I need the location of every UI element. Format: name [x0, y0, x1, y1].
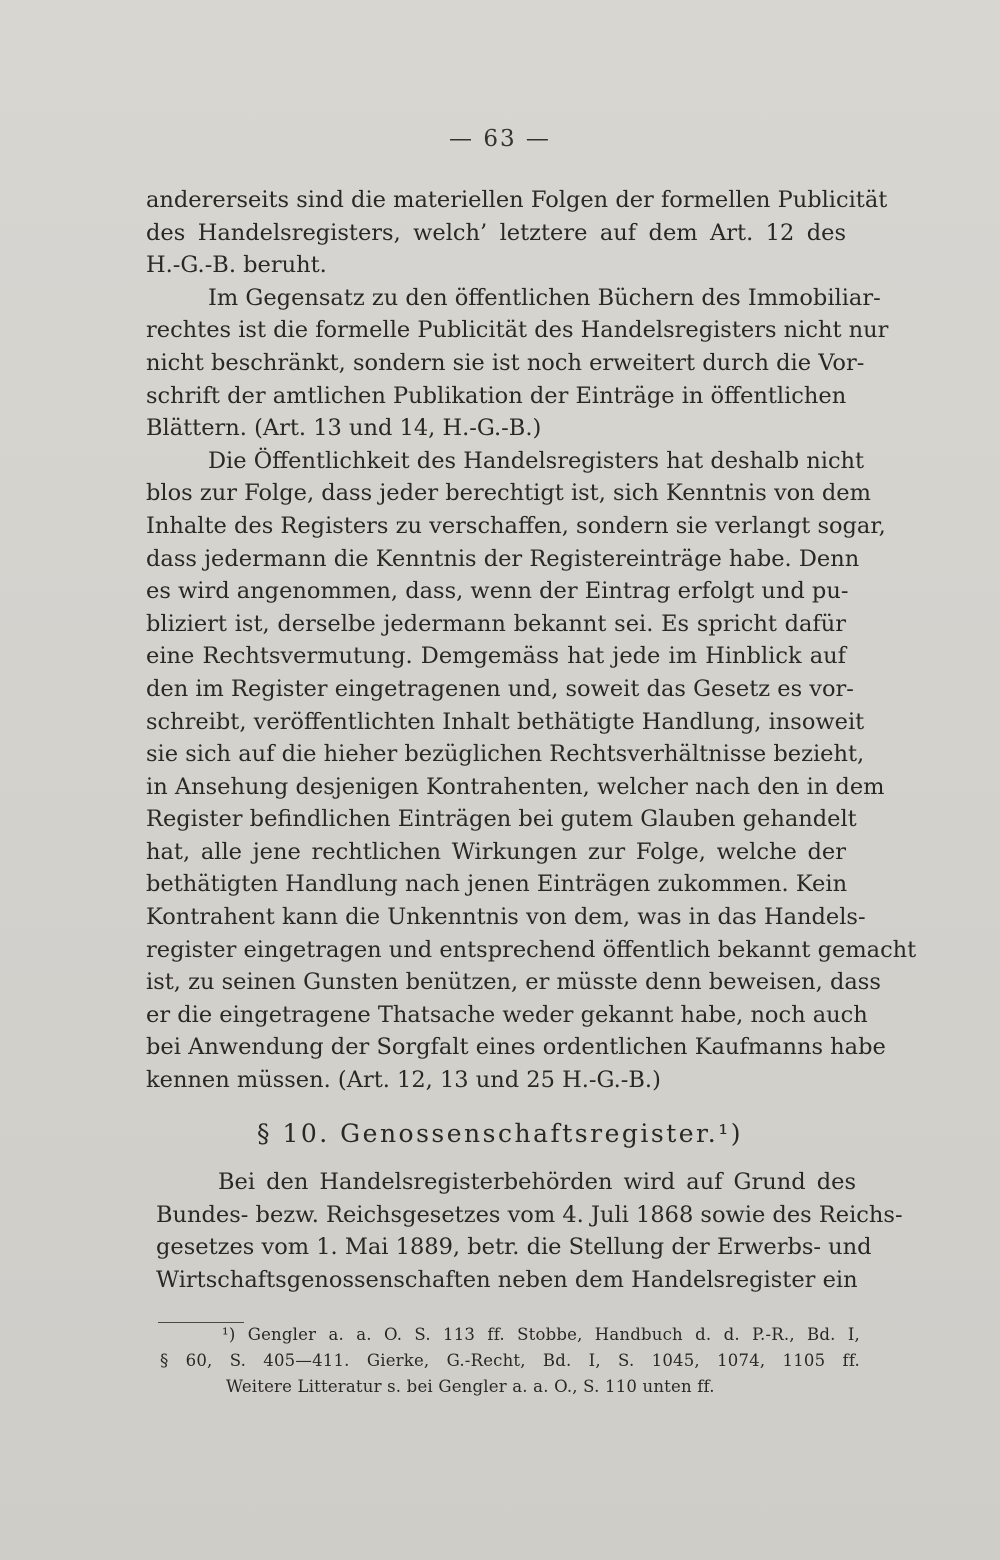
text-line: Register befindlichen Einträgen bei gutem Glauben gehandelt: [146, 806, 857, 833]
text-line: nicht beschränkt, sondern sie ist noch erweitert durch die Vor-: [146, 349, 865, 376]
text-line: bethätigten Handlung nach jenen Einträgen zukommen. Kein: [146, 871, 848, 898]
text-line: andererseits sind die materiellen Folgen der formellen Publicität: [146, 187, 888, 213]
text-line: H.-G.-B. beruht.: [146, 252, 327, 279]
text-line: dass jedermann die Kenntnis der Registereinträge habe. Denn: [146, 545, 860, 572]
footnotes: [160, 1322, 860, 1400]
text-line: schreibt, veröffentlichten Inhalt bethätigte Handlung, insoweit: [146, 708, 865, 735]
page-number: — 63 —: [449, 126, 551, 152]
footnote-line: § 60, S. 405—411. Gierke, G.-Recht, Bd. I, S. 1045, 1074, 1105 ff.: [160, 1351, 860, 1370]
text-line: Blättern. (Art. 13 und 14, H.-G.-B.): [146, 415, 542, 442]
text-line: des Handelsregisters, welch’ letztere auf dem Art. 12 des: [146, 219, 846, 246]
text-line: hat, alle jene rechtlichen Wirkungen zur Folge, welche der: [146, 838, 846, 865]
text-line: sie sich auf die hieher bezüglichen Rechtsverhältnisse bezieht,: [146, 741, 865, 768]
footnote-line: ¹) Gengler a. a. O. S. 113 ff. Stobbe, Handbuch d. d. P.-R., Bd. I,: [222, 1325, 860, 1344]
text-line: register eingetragen und entsprechend öffentlich bekannt gemacht: [146, 936, 917, 963]
text-line: Wirtschaftsgenossenschaften neben dem Handelsregister ein: [156, 1266, 858, 1293]
text-line: Kontrahent kann die Unkenntnis von dem, was in das Handels-: [146, 904, 866, 931]
text-line: es wird angenommen, dass, wenn der Eintrag erfolgt und pu-: [146, 578, 849, 605]
body-text: [146, 184, 917, 1097]
text-line: rechtes ist die formelle Publicität des Handelsregisters nicht nur: [146, 317, 889, 344]
footnote-line: Weitere Litteratur s. bei Gengler a. a. O., S. 110 unten ff.: [226, 1377, 715, 1396]
text-line: den im Register eingetragenen und, soweit das Gesetz es vor-: [146, 675, 854, 702]
text-line: Inhalte des Registers zu verschaffen, sondern sie verlangt sogar,: [146, 512, 886, 539]
text-line: kennen müssen. (Art. 12, 13 und 25 H.-G.-B.): [146, 1067, 661, 1094]
text-line: er die eingetragene Thatsache weder gekannt habe, noch auch: [146, 1001, 868, 1028]
text-line: blos zur Folge, dass jeder berechtigt ist, sich Kenntnis von dem: [146, 480, 871, 507]
section-heading: § 10. Genossenschaftsregister.¹): [257, 1119, 743, 1148]
text-line: ist, zu seinen Gunsten benützen, er müsste denn beweisen, dass: [146, 969, 881, 996]
text-line: eine Rechtsvermutung. Demgemäss hat jede im Hinblick auf: [146, 643, 846, 670]
text-line: in Ansehung desjenigen Kontrahenten, welcher nach den in dem: [146, 773, 885, 800]
text-line: bliziert ist, derselbe jedermann bekannt sei. Es spricht dafür: [146, 610, 846, 637]
text-line: gesetzes vom 1. Mai 1889, betr. die Stellung der Erwerbs- und: [156, 1234, 872, 1261]
text-line: Bei den Handelsregisterbehörden wird auf Grund des: [218, 1169, 856, 1195]
text-line: schrift der amtlichen Publikation der Einträge in öffentlichen: [146, 382, 847, 409]
section-body: [156, 1166, 903, 1296]
text-line: bei Anwendung der Sorgfalt eines ordentlichen Kaufmanns habe: [146, 1034, 886, 1061]
text-line: Im Gegensatz zu den öffentlichen Büchern des Immobiliar-: [208, 284, 881, 311]
text-line: Bundes- bezw. Reichsgesetzes vom 4. Juli 1868 sowie des Reichs-: [156, 1201, 903, 1228]
text-line: Die Öffentlichkeit des Handelsregisters hat deshalb nicht: [208, 447, 865, 474]
